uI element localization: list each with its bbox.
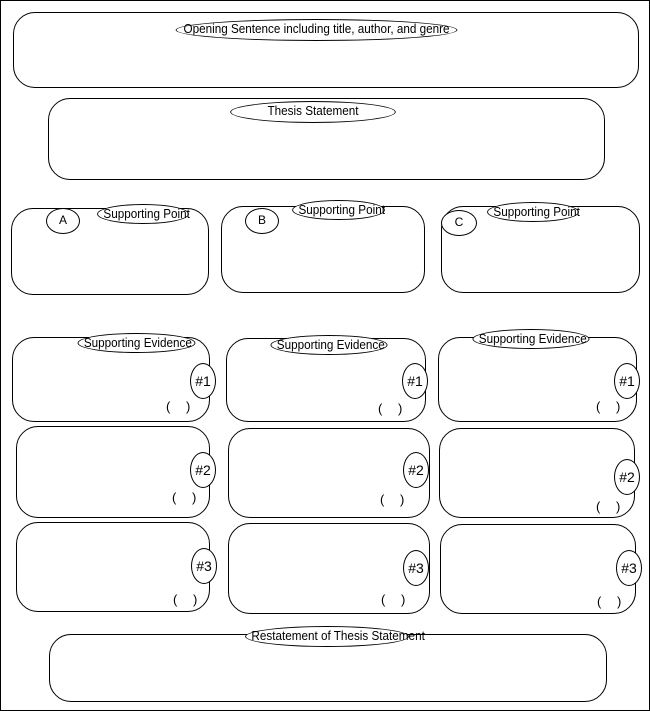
evidence-a-label: Supporting Evidence	[78, 333, 196, 353]
supporting-point-a-letter: A	[46, 208, 80, 234]
supporting-point-b-letter: B	[245, 208, 279, 234]
evidence-a3-number: #3	[191, 548, 217, 584]
evidence-b3-citation: ( )	[381, 592, 412, 607]
evidence-c3-number: #3	[616, 550, 642, 586]
supporting-point-c-letter: C	[441, 210, 477, 236]
evidence-b1-citation: ( )	[378, 401, 409, 416]
restatement-label: Restatement of Thesis Statement	[245, 626, 409, 647]
evidence-a2-citation: ( )	[172, 490, 203, 505]
supporting-point-c-label: Supporting Point	[487, 202, 579, 222]
evidence-a1-number: #1	[190, 363, 216, 399]
evidence-b1-number: #1	[402, 363, 428, 399]
evidence-a3-citation: ( )	[173, 592, 204, 607]
supporting-point-a-label: Supporting Point	[97, 204, 189, 224]
evidence-b-label: Supporting Evidence	[271, 335, 388, 355]
evidence-c2-citation: ( )	[596, 499, 627, 514]
evidence-b3-number: #3	[403, 550, 429, 586]
evidence-c2-number: #2	[614, 459, 640, 495]
opening-sentence-label: Opening Sentence including title, author, and genre	[176, 19, 458, 41]
evidence-c1-number: #1	[614, 363, 640, 399]
evidence-c3-citation: ( )	[597, 594, 628, 609]
evidence-a2-number: #2	[190, 452, 216, 488]
evidence-b2-citation: ( )	[380, 492, 411, 507]
supporting-point-b-label: Supporting Point	[292, 200, 385, 220]
thesis-label: Thesis Statement	[230, 101, 396, 123]
evidence-c1-citation: ( )	[596, 399, 627, 414]
evidence-a1-citation: ( )	[166, 399, 197, 414]
evidence-c-label: Supporting Evidence	[473, 329, 590, 349]
evidence-b2-number: #2	[403, 452, 429, 488]
